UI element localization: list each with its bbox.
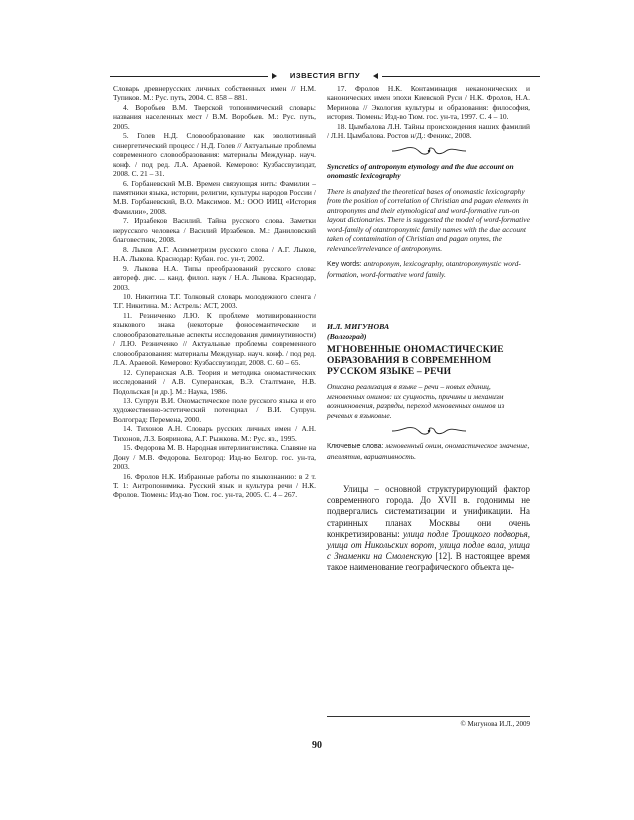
footer-rule	[327, 716, 530, 717]
journal-title: ИЗВЕСТИЯ ВГПУ	[289, 71, 361, 80]
header-rule-left	[110, 76, 268, 77]
keywords-label: Key words:	[327, 261, 362, 269]
ornament-divider-icon	[327, 425, 530, 437]
body-text-italic: улица подле Троицкого подворья, улица от Никольских ворот, улица подле вала, улица с Знаменки на Смоленскую	[327, 528, 530, 561]
reference-item: Словарь древнерусских личных собственных имен // Н.М. Тупиков. М.: Рус. путь, 2004. С. 858 – 881.	[113, 84, 316, 103]
article-title: МГНОВЕННЫЕ ОНОМАСТИЧЕСКИЕ ОБРАЗОВАНИЯ В СОВРЕМЕННОМ РУССКОМ ЯЗЫКЕ – РЕЧИ	[327, 345, 504, 378]
reference-item: 4. Воробьев В.М. Тверской топонимический словарь: названия населенных мест / В.М. Воробьев. М.: Рус. путь, 2005.	[113, 102, 316, 131]
ornament-divider-icon	[327, 145, 530, 157]
header-rule-right	[382, 76, 540, 77]
keywords-list: мгновенный оним, ономастическое значение, апеллятив, вариативность.	[327, 441, 530, 461]
article-author: И.Л. МИГУНОВА	[327, 322, 390, 332]
reference-item: 14. Тихонов А.Н. Словарь русских личных имен / А.Н. Тихонов, Л.З. Бояринова, А.Г. Рыжкова. М.: Рус. яз., 1995.	[113, 424, 316, 443]
reference-item: 6. Горбаневский М.В. Времен связующая нить: Фамилии – памятники языка, истории, религии, культуры народов России / М.В. Горбаневский, В.О. Максимов. М.: ООО ИИЦ «История Фамилии», 2008.	[113, 178, 316, 216]
reference-item: 18. Цымбалова Л.Н. Тайны происхождения наших фамилий / Л.Н. Цымбалова. Ростов н/Д.: Феникс, 2008.	[327, 121, 530, 141]
body-text-plain: Улицы – основной структурирующий фактор современного города. До XVII в. годонимы не подвергались систематизации и унификации. На старинных планах Москвы они очень конкретизированы:	[327, 484, 530, 539]
left-column	[113, 84, 316, 500]
author-city: (Волгоград)	[327, 332, 367, 342]
russian-keywords	[327, 441, 530, 462]
reference-item: 17. Фролов Н.К. Контаминация неканонических и канонических имен эпохи Киевской Руси / Н.К. Фролов, Н.А. Меринова // Экология культуры и образования: философия, история. Тюмень: Изд-во Тюм. гос. ун-та, 1997. С. 4 – 10.	[327, 84, 530, 122]
reference-item: 13. Супрун В.И. Ономастическое поле русского языка и его художественно-эстетический потенциал / В.И. Супрун. Волгоград: Перемена, 2000.	[113, 395, 316, 424]
english-keywords	[327, 259, 530, 280]
copyright-notice: © Мигунова И.Л., 2009	[460, 720, 530, 728]
english-abstract: There is analyzed the theoretical bases of onomastic lexicography from the position of correlation of Christian and pagan elements in antroponyms and their etymological and word-formative run-on layout dictionaries. There is suggested the model of word-formative word-family of otantroponymic family names with the due account taken of contamination of Christian and pagan onyms, the relevance/irrelevance of antroponyms.	[327, 186, 530, 253]
reference-item: 8. Лыков А.Г. Асимметризм русского слова / А.Г. Лыков, Н.А. Лыкова. Краснодар: Кубан. гос. ун-т, 2002.	[113, 244, 316, 264]
reference-item: 15. Федорова М. В. Народная интерлингвистика. Славяне на Дону / М.В. Федорова. Белгород: Изд-во Белгор. гос. ун-та, 2003.	[113, 443, 316, 472]
reference-item: 10. Никитина Т.Г. Толковый словарь молодежного сленга / Т.Г. Никитина. М.: Астрель: АСТ, 2003.	[113, 291, 316, 311]
keywords-list: antroponym, lexicography, otantroponymystic word-formation, word-formative word family.	[327, 259, 521, 279]
keywords-label: Ключевые слова:	[327, 443, 384, 451]
right-column	[327, 84, 530, 573]
page-number: 90	[312, 740, 322, 751]
reference-item: 16. Фролов Н.К. Избранные работы по языкознанию: в 2 т. Т. 1: Антропонимика. Русский язык и культура речи / Н.К. Фролов. Тюмень: Изд-во Тюм. гос. ун-та, 2005. С. 4 – 267.	[113, 471, 316, 500]
article-body-paragraph	[327, 484, 530, 573]
header-arrow-right-icon	[373, 73, 378, 79]
english-article-title: Syncretics of antroponym etymology and the due account on onomastic lexicography	[327, 161, 514, 181]
running-header	[110, 70, 540, 82]
reference-item: 12. Суперанская А.В. Теория и методика ономастических исследований / А.В. Суперанская, В.Э. Сталтмане, Н.В. Подольская [и др.]. М.: Наука, 1986.	[113, 367, 316, 396]
reference-item: 11. Резниченко Л.Ю. К проблеме мотивированности языкового знака (некоторые фоносемантические и словообразовательные аспекты исследования диминутивности) / Л.Ю. Резниченко // Актуальные проблемы современного словообразования: материалы Междунар. науч. конф. / под ред. Л.А. Араевой. Кемерово: Кузбассвузиздат, 2008. С. 60 – 65.	[113, 310, 316, 368]
reference-item: 7. Ирзабеков Василий. Тайна русского слова. Заметки нерусского человека / Василий Ирзабеков. М.: Даниловский благовестник, 2008.	[113, 216, 316, 245]
russian-abstract: Описана реализация в языке – речи – новых единиц, мгновенных онимов: их сущность, причины и механизм возникновения, разряды, переход мгновенных онимов из речевых в языковые.	[327, 382, 505, 420]
reference-item: 9. Лыкова Н.А. Типы преобразований русского слова: автореф. дис. ... канд. филол. наук / Н.А. Лыкова. Краснодар, 2003.	[113, 263, 316, 292]
reference-item: 5. Голев Н.Д. Словообразование как эволютивный синергетический процесс / Н.Д. Голев // Актуальные проблемы современного словообразования: материалы Междунар. науч. конф. / под ред. Л.А. Араевой. Кемерово: Кузбассвузиздат, 2008. С. 21 – 31.	[113, 131, 316, 179]
body-text-plain: [12]. В настоящее время такое наименование географического объекта це-	[327, 550, 530, 572]
